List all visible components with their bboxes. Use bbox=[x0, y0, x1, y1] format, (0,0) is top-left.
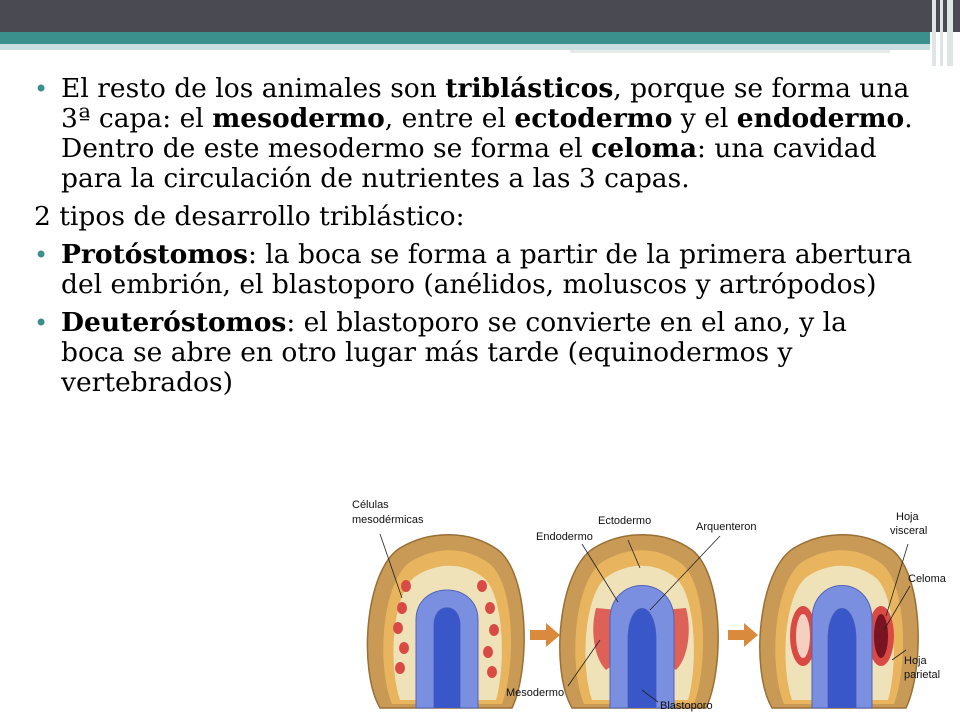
paragraph-triblasticos: • El resto de los animales son triblásticos, porque se forma una 3ª capa: el mesodermo, entre el ectodermo y el endodermo. Dentro de este mesodermo se forma el celoma: una cavidad para la circulación de nutrientes a las 3 capas. bbox=[34, 73, 913, 194]
bullet-icon: • bbox=[34, 75, 49, 103]
header-side-stripes bbox=[930, 0, 960, 66]
term-celoma: celoma bbox=[591, 133, 698, 164]
term-endodermo: endodermo bbox=[736, 103, 905, 134]
label-celulas: Células bbox=[352, 499, 389, 511]
embryo-stage-3 bbox=[760, 535, 918, 708]
term-deuterostomos: Deuteróstomos bbox=[61, 307, 287, 338]
label-ectodermo: Ectodermo bbox=[598, 515, 652, 527]
label-mesodermo: Mesodermo bbox=[506, 687, 565, 699]
paragraph-deuterostomos: • Deuteróstomos: el blastoporo se convierte en el ano, y la boca se abre en otro lugar más tarde (equinodermos y vertebrados) bbox=[34, 307, 847, 398]
embryo-diagram bbox=[340, 490, 960, 720]
label-arquenteron: Arquenteron bbox=[696, 521, 757, 533]
embryo-diagram-svg bbox=[340, 490, 960, 720]
header-divider bbox=[570, 50, 890, 53]
paragraph-protostomos: • Protóstomos: la boca se forma a partir de la primera abertura del embrión, el blastoporo (anélidos, moluscos y artrópodos) bbox=[34, 239, 913, 300]
term-mesodermo: mesodermo bbox=[212, 103, 385, 134]
term-protostomos: Protóstomos bbox=[61, 239, 248, 270]
header-bar-dark bbox=[0, 0, 960, 32]
arrow-right-icon bbox=[728, 623, 758, 647]
term-ectodermo: ectodermo bbox=[514, 103, 673, 134]
subheading: 2 tipos de desarrollo triblástico: bbox=[34, 201, 465, 232]
label-mesodermicas: mesodérmicas bbox=[352, 514, 424, 526]
slide-body bbox=[34, 74, 914, 406]
arrow-right-icon bbox=[530, 623, 560, 647]
embryo-stage-1 bbox=[367, 534, 524, 708]
label-hoja-parietal-1: Hoja bbox=[904, 655, 927, 667]
label-blastoporo: Blastoporo bbox=[660, 700, 713, 712]
label-hoja-visceral-2: visceral bbox=[890, 525, 928, 537]
embryo-stage-2 bbox=[560, 535, 720, 708]
label-hoja-parietal-2: parietal bbox=[904, 669, 941, 681]
bullet-icon: • bbox=[34, 309, 49, 337]
label-hoja-visceral-1: Hoja bbox=[896, 511, 919, 523]
header-bar-teal bbox=[0, 32, 930, 44]
term-triblasticos: triblásticos bbox=[445, 73, 614, 104]
bullet-icon: • bbox=[34, 241, 49, 269]
label-endodermo: Endodermo bbox=[536, 531, 593, 543]
label-celoma: Celoma bbox=[908, 573, 946, 585]
